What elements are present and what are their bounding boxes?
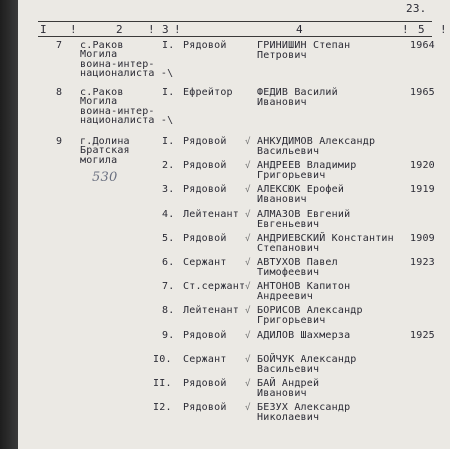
rank: Рядовой (183, 184, 227, 196)
check-mark: √ (245, 258, 251, 268)
header-col4-label: 4 (296, 23, 303, 36)
surname-first-name: БАЙ Андрей (257, 378, 320, 389)
burial-place-line: Могила (80, 96, 118, 108)
patronymic: Григорьевич (257, 315, 326, 327)
birth-year: 1925 (410, 329, 435, 341)
header-col5-label: 5 (418, 23, 425, 36)
check-mark: √ (245, 209, 251, 220)
entry-index: 7. (162, 281, 175, 293)
burial-place-line: г.Долина (80, 136, 130, 147)
patronymic: Николаевич (257, 412, 320, 424)
check-mark: √ (245, 185, 251, 196)
birth-year: 1964 (410, 40, 435, 51)
entry-index: 9. (162, 329, 175, 341)
surname-first-name: АНКУДИМОВ Александр (257, 136, 376, 147)
rank: Ефрейтор (183, 87, 233, 98)
surname-first-name: АЛЕКСЮК Ерофей (257, 184, 345, 196)
rank: Лейтенант (183, 305, 239, 317)
surname-first-name: АЛМАЗОВ Евгений (257, 208, 351, 220)
check-mark: √ (245, 161, 251, 172)
patronymic: Иванович (257, 388, 307, 399)
patronymic: Тимофеевич (257, 267, 320, 278)
patronymic: Андреевич (257, 291, 313, 303)
header-sep-4: ! (402, 23, 409, 36)
burial-place-line: воина-интер- (80, 105, 155, 117)
check-mark: √ (245, 306, 251, 317)
birth-year: 1909 (410, 232, 435, 244)
entry-index: 3. (162, 184, 175, 196)
burial-place-line: националиста -\ (80, 115, 174, 127)
rank: Рядовой (183, 160, 227, 172)
group-number: 9 (56, 136, 63, 147)
burial-place-line: Могила (80, 49, 118, 61)
patronymic: Евгеньевич (257, 218, 320, 230)
entry-index: 2. (162, 160, 175, 172)
entry-index: 6. (162, 257, 175, 268)
burial-place-line: могила (80, 154, 118, 166)
patronymic: Иванович (257, 194, 307, 206)
check-mark: √ (245, 137, 251, 147)
check-mark: √ (245, 233, 251, 244)
patronymic: Васильевич (257, 363, 320, 375)
header-sep-1: ! (70, 23, 77, 36)
group-number: 7 (56, 40, 63, 51)
burial-place-line: Братская (80, 145, 130, 157)
header-rule-top (38, 21, 432, 22)
entry-index: 4. (162, 208, 175, 220)
burial-place-line: националиста -\ (80, 68, 174, 80)
surname-first-name: ФЕДИВ Василий (257, 87, 338, 98)
patronymic: Иванович (257, 97, 307, 108)
birth-year: 1923 (410, 257, 435, 268)
entry-index: I. (162, 40, 175, 51)
entry-index: I. (162, 136, 175, 147)
page-number: 23. (406, 2, 427, 15)
surname-first-name: БОРИСОВ Александр (257, 305, 363, 317)
rank: Сержант (183, 353, 227, 365)
rank: Рядовой (183, 402, 227, 414)
entry-index: II. (153, 378, 172, 389)
entry-index: 8. (162, 305, 175, 317)
birth-year: 1965 (410, 87, 435, 98)
surname-first-name: АНДРЕЕВ Владимир (257, 160, 357, 172)
patronymic: Петрович (257, 50, 307, 61)
surname-first-name: БОЙЧУК Александр (257, 353, 357, 365)
surname-first-name: АВТУХОВ Павел (257, 257, 338, 268)
birth-year: 1920 (410, 160, 435, 172)
entry-index: I. (162, 87, 175, 98)
entry-index: I2. (153, 402, 172, 414)
birth-year: 1919 (410, 184, 435, 196)
page-shadow (0, 0, 18, 449)
surname-first-name: ГРИНИШИН Степан (257, 40, 351, 51)
header-sep-2: ! (148, 23, 155, 36)
check-mark: √ (245, 330, 251, 341)
rank: Сержант (183, 257, 227, 268)
header-col2-label: 2 (116, 23, 123, 36)
patronymic: Васильевич (257, 146, 320, 157)
header-rule-bottom (38, 36, 432, 37)
header-col1-label: I (40, 23, 47, 36)
header-sep-5: ! (440, 23, 447, 36)
burial-place-line: с.Раков (80, 40, 124, 51)
check-mark: √ (245, 379, 251, 389)
rank: Рядовой (183, 40, 227, 51)
rank: Рядовой (183, 378, 227, 389)
burial-place-line: с.Раков (80, 87, 124, 98)
rank: Рядовой (183, 136, 227, 147)
surname-first-name: БЕЗУХ Александр (257, 402, 351, 414)
patronymic: Григорьевич (257, 170, 326, 182)
check-mark: √ (245, 354, 251, 365)
header-sep-3: ! (174, 23, 181, 36)
burial-place-line: воина-интер- (80, 58, 155, 70)
rank: Рядовой (183, 329, 227, 341)
surname-first-name: АНДРИЕВСКИЙ Константин (257, 232, 394, 244)
handwritten-note: 530 (92, 170, 118, 185)
check-mark: √ (245, 282, 251, 293)
surname-first-name: АНТОНОВ Капитон (257, 281, 351, 293)
check-mark: √ (245, 403, 251, 414)
entry-index: I0. (153, 353, 172, 365)
rank: Лейтенант (183, 208, 239, 220)
rank: Ст.сержант (183, 281, 246, 293)
group-number: 8 (56, 87, 63, 98)
entry-index: 5. (162, 232, 175, 244)
header-col3-label: 3 (162, 23, 169, 36)
patronymic: Степанович (257, 242, 320, 254)
surname-first-name: АДИЛОВ Шахмерза (257, 329, 351, 341)
rank: Рядовой (183, 232, 227, 244)
